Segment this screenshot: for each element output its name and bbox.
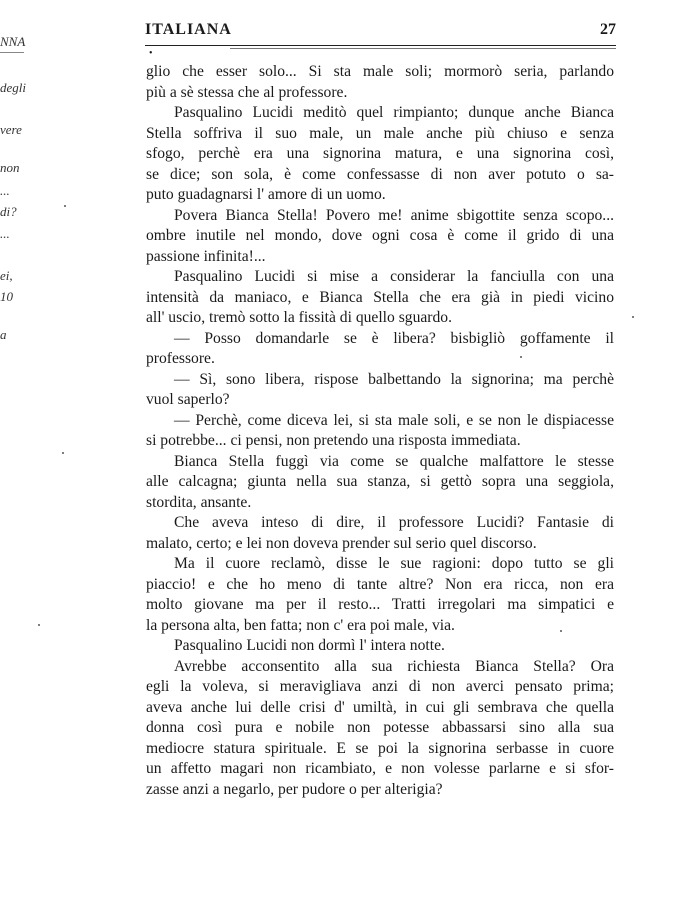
paragraph-3-line: Povera Bianca Stella! Povero me! anime sbigottite senza scopo... <box>174 206 614 224</box>
margin-fragment: ... <box>0 226 10 241</box>
paragraph-2-line: Stella soffriva il suo male, un male anche più chiuso e senza <box>146 124 614 142</box>
margin-fragment: ... <box>0 183 10 198</box>
speck <box>64 205 66 207</box>
paragraph-2-line: puto guadagnarsi l' amore di un uomo. <box>146 186 386 203</box>
header-rule-secondary <box>230 48 616 49</box>
speck <box>632 316 634 318</box>
paragraph-2-line: sfogo, perchè era una signorina matura, e una signorina così, <box>146 145 614 162</box>
paragraph-5-line: professore. <box>146 350 215 367</box>
paragraph-4-line: intensità da maniaco, e Bianca Stella che era già in piedi vicino <box>146 288 614 306</box>
paragraph-8-line: alle calcagna; giunta nella sua stanza, si gettò sopra una seggiola, <box>146 473 614 490</box>
paragraph-7-line: si potrebbe... ci pensi, non pretendo una risposta immediata. <box>146 432 521 449</box>
margin-fragment: vere <box>0 122 22 137</box>
speck <box>520 356 522 358</box>
margin-fragment: ei, <box>0 268 13 283</box>
paragraph-4-line: all' uscio, tremò sotto la fissità di quello sguardo. <box>146 309 452 326</box>
speck <box>38 624 40 626</box>
page-number: 27 <box>600 21 616 38</box>
paragraph-9-line: Che aveva inteso di dire, il professore Lucidi? Fantasie di <box>174 514 614 531</box>
margin-rule <box>0 52 24 53</box>
paragraph-12-line: aveva anche lui delle crisi d' umiltà, in cui gli sembrava che quella <box>146 698 614 716</box>
paragraph-9-line: malato, certo; e lei non doveva prender sul serio quel discorso. <box>146 534 537 552</box>
paragraph-12-line: egli la voleva, si meravigliava anzi di non averci pensato prima; <box>146 678 614 695</box>
paragraph-12-line: zasse anzi a negarlo, per pudore o per alterigia? <box>146 780 443 798</box>
body-text <box>146 62 614 800</box>
paragraph-4-line: Pasqualino Lucidi si mise a considerar la fanciulla con una <box>174 268 614 285</box>
margin-fragment: non <box>0 160 20 175</box>
paragraph-3-line: ombre inutile nel mondo, dove ogni cosa è come il grido di una <box>146 227 614 244</box>
margin-fragment: 10 <box>0 289 13 304</box>
paragraph-12-line: donna così pura e nobile non potesse abbassarsi sino alla sua <box>146 719 614 736</box>
paragraph-1-line: glio che esser solo... Si sta male soli; mormorò seria, parlando <box>146 63 614 80</box>
speck <box>62 452 64 454</box>
paragraph-2-line: se dice; son sola, è come confessasse di non aver potuto o sa- <box>146 165 614 183</box>
margin-fragment: a <box>0 327 7 342</box>
paragraph-1-line: più a sè stessa che al professore. <box>146 83 348 101</box>
header-ornament-dot: • <box>149 48 153 59</box>
facing-page-margin <box>0 0 40 900</box>
paragraph-8-line: stordita, ansante. <box>146 493 252 511</box>
paragraph-12-line: un affetto magari non ricambiato, e non volesse parlarne e si sfor- <box>146 760 614 777</box>
margin-fragment: NNA <box>0 34 26 49</box>
paragraph-8-line: Bianca Stella fuggì via come se qualche malfattore le stesse <box>174 452 614 470</box>
margin-fragment: degli <box>0 80 26 95</box>
paragraph-10-line: la persona alta, ben fatta; non c' era poi male, via. <box>146 616 455 634</box>
speck <box>560 630 562 632</box>
paragraph-6-line: vuol saperlo? <box>146 391 230 408</box>
running-header-title: ITALIANA <box>145 21 232 38</box>
margin-fragment: di? <box>0 204 17 219</box>
paragraph-10-line: piaccio! e che ho meno di tante altre? Non era ricca, non era <box>146 575 614 593</box>
header-rule <box>145 45 616 46</box>
paragraph-6-line: — Sì, sono libera, rispose balbettando la signorina; ma perchè <box>174 370 614 388</box>
paragraph-2-line: Pasqualino Lucidi meditò quel rimpianto; dunque anche Bianca <box>174 104 614 121</box>
paragraph-12-line: mediocre statura spirituale. E se poi la signorina serbasse in cuore <box>146 739 614 757</box>
paragraph-10-line: Ma il cuore reclamò, disse le sue ragioni: dopo tutto se gli <box>174 555 614 572</box>
paragraph-3-line: passione infinita!... <box>146 247 266 265</box>
paragraph-5-line: — Posso domandarle se è libera? bisbigliò goffamente il <box>174 329 614 347</box>
paragraph-11-line: Pasqualino Lucidi non dormì l' intera notte. <box>174 637 445 654</box>
paragraph-10-line: molto giovane ma per il resto... Tratti irregolari ma simpatici e <box>146 596 614 613</box>
paragraph-7-line: — Perchè, come diceva lei, si sta male soli, e se non le dispiacesse <box>174 411 614 429</box>
paragraph-12-line: Avrebbe acconsentito alla sua richiesta Bianca Stella? Ora <box>174 657 614 675</box>
